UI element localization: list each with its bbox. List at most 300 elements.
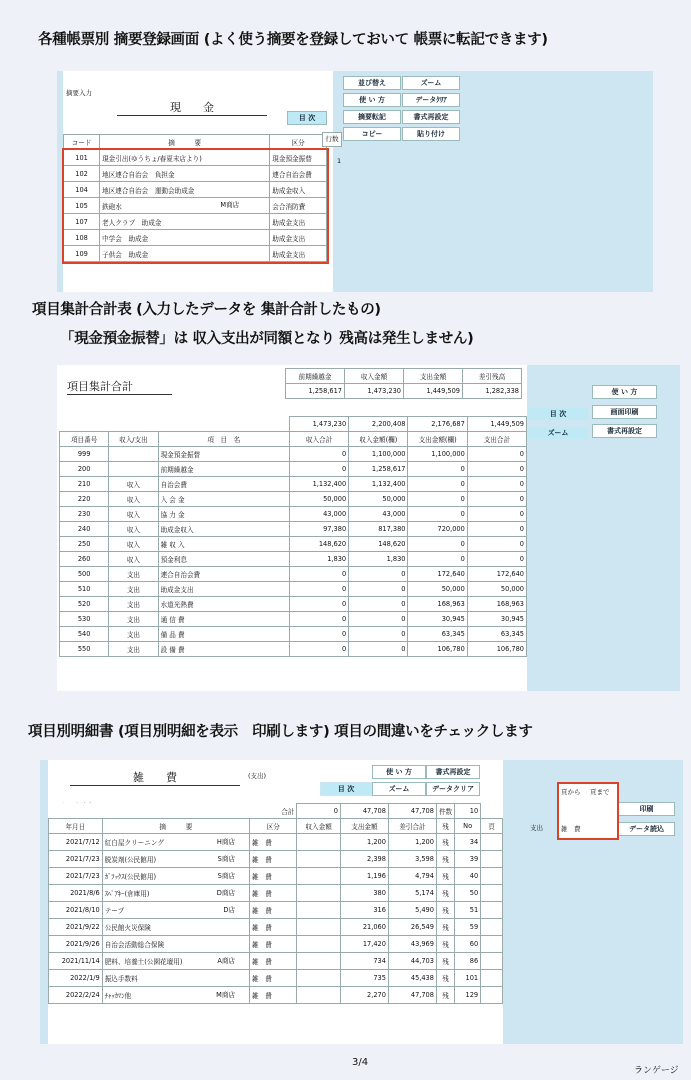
summary-shop: M商店 <box>220 201 240 209</box>
detail-kubun: 雑 費 <box>250 919 297 936</box>
summary-desc: 中学会 助成金 <box>100 230 270 246</box>
detail-mark: 残 <box>436 868 454 885</box>
item-name: 現金預金振替 <box>158 447 289 462</box>
detail-date: 2022/2/24 <box>49 987 103 1004</box>
col-out-total: 支出合計 <box>467 432 526 447</box>
detail-no: 86 <box>455 953 481 970</box>
detail-row <box>49 919 503 936</box>
detail-row <box>49 834 503 851</box>
item-name: 雑 収 入 <box>158 537 289 552</box>
detail-balance: 1,200 <box>388 834 436 851</box>
item-out-total: 0 <box>467 462 526 477</box>
row-count-value: 1 <box>337 157 342 165</box>
col-item-name: 項 目 名 <box>158 432 289 447</box>
page-filter-box[interactable] <box>557 782 619 840</box>
detail-mark: 残 <box>436 970 454 987</box>
detail-income <box>297 902 341 919</box>
item-out-amount: 106,780 <box>408 642 467 657</box>
transfer-summary-button[interactable]: 摘要転記 <box>343 110 401 124</box>
totals-row <box>60 582 527 597</box>
col-detail-desc: 摘 要 <box>102 819 249 834</box>
item-in-amount: 0 <box>349 612 408 627</box>
sheet-title: 現 金 <box>117 99 267 116</box>
detail-expense: 1,200 <box>340 834 388 851</box>
summary-code: 101 <box>64 150 100 166</box>
item-in-amount: 0 <box>349 567 408 582</box>
detail-income <box>297 834 341 851</box>
totals-row <box>60 567 527 582</box>
howto-button[interactable]: 使 い 方 <box>343 93 401 107</box>
summary-desc: 子供会 助成金 <box>100 246 270 262</box>
item-in-total: 0 <box>290 567 349 582</box>
detail-page <box>481 953 503 970</box>
item-name: 備 品 費 <box>158 627 289 642</box>
howto-button-2[interactable]: 使 い 方 <box>592 385 657 399</box>
detail-shop: H商店 <box>216 838 236 846</box>
col-in-total: 収入合計 <box>290 432 349 447</box>
item-no: 550 <box>60 642 109 657</box>
detail-row <box>49 953 503 970</box>
detail-balance: 47,708 <box>388 987 436 1004</box>
detail-title-suffix: (支出) <box>248 772 267 780</box>
item-in-amount: 1,830 <box>349 552 408 567</box>
col-balance: 差引合計 <box>388 819 436 834</box>
item-out-total: 0 <box>467 552 526 567</box>
item-in-amount: 0 <box>349 597 408 612</box>
summary-kubun: 連合自治会費 <box>270 166 327 182</box>
detail-income <box>297 970 341 987</box>
detail-row <box>49 868 503 885</box>
summary-desc: 地区連合自治会 負担金 <box>100 166 270 182</box>
item-no: 999 <box>60 447 109 462</box>
detail-income <box>297 868 341 885</box>
summary-entry-panel <box>57 71 653 292</box>
totals-row <box>60 537 527 552</box>
item-type <box>109 462 158 477</box>
detail-kubun: 雑 費 <box>250 936 297 953</box>
detail-mark: 残 <box>436 851 454 868</box>
detail-row <box>49 885 503 902</box>
col-expense: 支出金額 <box>340 819 388 834</box>
col-in-amount: 収入金額(欄) <box>349 432 408 447</box>
item-out-amount: 30,945 <box>408 612 467 627</box>
detail-balance: 3,598 <box>388 851 436 868</box>
item-in-amount: 1,100,000 <box>349 447 408 462</box>
data-clear-button-3[interactable]: データクリア <box>426 782 480 796</box>
summary-row[interactable] <box>64 230 327 246</box>
item-out-amount: 1,100,000 <box>408 447 467 462</box>
item-out-amount: 63,345 <box>408 627 467 642</box>
detail-income <box>297 885 341 902</box>
totals-row <box>60 552 527 567</box>
item-in-total: 0 <box>290 462 349 477</box>
item-out-amount: 0 <box>408 477 467 492</box>
total-balance: 47,708 <box>388 804 436 819</box>
detail-no: 39 <box>455 851 481 868</box>
summary-kubun: 助成金支出 <box>270 246 327 262</box>
data-clear-button[interactable]: データｸﾘｱ <box>402 93 460 107</box>
item-type: 支出 <box>109 582 158 597</box>
detail-balance: 4,794 <box>388 868 436 885</box>
prev-balance-label: 前期繰越金 <box>286 369 345 384</box>
detail-kubun: 雑 費 <box>250 970 297 987</box>
detail-desc: 紅白屋クリーニング H商店 <box>102 834 249 851</box>
item-no: 220 <box>60 492 109 507</box>
col-type: 収入/支出 <box>109 432 158 447</box>
item-name: 設 備 費 <box>158 642 289 657</box>
detail-expense: 2,398 <box>340 851 388 868</box>
col-code: コード <box>64 135 100 150</box>
col-item-no: 項目番号 <box>60 432 109 447</box>
total-label: 合計 <box>281 807 295 816</box>
item-out-total: 0 <box>467 537 526 552</box>
item-in-total: 1,830 <box>290 552 349 567</box>
detail-balance: 45,438 <box>388 970 436 987</box>
item-in-amount: 817,380 <box>349 522 408 537</box>
detail-page <box>481 834 503 851</box>
item-no: 510 <box>60 582 109 597</box>
detail-no: 60 <box>455 936 481 953</box>
summary-kubun: 会合消防費 <box>270 198 327 214</box>
item-in-total: 0 <box>290 447 349 462</box>
detail-income <box>297 936 341 953</box>
paste-button[interactable]: 貼り付け <box>402 127 460 141</box>
col-income: 収入金額 <box>297 819 341 834</box>
detail-balance: 26,549 <box>388 919 436 936</box>
item-type: 支出 <box>109 627 158 642</box>
summary-row[interactable] <box>64 198 327 214</box>
expense-label: 支出金額 <box>404 369 463 384</box>
detail-page <box>481 885 503 902</box>
howto-button-3[interactable]: 使 い 方 <box>372 765 426 779</box>
item-name: 助成金支出 <box>158 582 289 597</box>
item-name: 通 信 費 <box>158 612 289 627</box>
detail-date: 2021/11/14 <box>49 953 103 970</box>
summary-row[interactable] <box>64 166 327 182</box>
detail-date: 2021/8/6 <box>49 885 103 902</box>
item-out-amount: 0 <box>408 507 467 522</box>
reformat-button[interactable]: 書式再設定 <box>402 110 460 124</box>
detail-balance: 5,174 <box>388 885 436 902</box>
item-type: 収入 <box>109 492 158 507</box>
filter-to-label: 頁まで <box>590 788 610 796</box>
totals-row <box>60 642 527 657</box>
summary-kubun: 現金預金振替 <box>270 150 327 166</box>
balance-label: 差引残高 <box>463 369 522 384</box>
screen-print-button[interactable]: 画面印刷 <box>592 405 657 419</box>
item-name: 自治会費 <box>158 477 289 492</box>
subtotal-in-total: 1,473,230 <box>290 417 349 432</box>
detail-shop: M商店 <box>216 991 236 999</box>
totals-row <box>60 447 527 462</box>
totals-row <box>60 507 527 522</box>
detail-kubun: 雑 費 <box>250 902 297 919</box>
count-label: 件数 <box>436 804 454 819</box>
detail-shop: A商店 <box>217 957 236 965</box>
item-out-total: 30,945 <box>467 612 526 627</box>
summary-desc: 鉄砲水 M商店 <box>100 198 270 214</box>
page-number: 3/4 <box>352 1057 369 1068</box>
item-name: 連合自治会費 <box>158 567 289 582</box>
item-out-total: 0 <box>467 477 526 492</box>
item-no: 260 <box>60 552 109 567</box>
detail-page <box>481 970 503 987</box>
item-in-total: 97,380 <box>290 522 349 537</box>
detail-kubun: 雑 費 <box>250 987 297 1004</box>
item-no: 240 <box>60 522 109 537</box>
totals-row <box>60 612 527 627</box>
item-out-total: 0 <box>467 447 526 462</box>
detail-no: 129 <box>455 987 481 1004</box>
item-no: 200 <box>60 462 109 477</box>
item-out-total: 0 <box>467 522 526 537</box>
detail-shop: D店 <box>223 906 236 914</box>
item-no: 210 <box>60 477 109 492</box>
item-out-total: 172,640 <box>467 567 526 582</box>
summary-code: 109 <box>64 246 100 262</box>
detail-desc: 自治会活動総合保険 <box>102 936 249 953</box>
item-type: 支出 <box>109 567 158 582</box>
detail-row <box>49 851 503 868</box>
item-in-amount: 1,258,617 <box>349 462 408 477</box>
item-in-total: 0 <box>290 627 349 642</box>
col-kubun: 区分 <box>270 135 327 150</box>
detail-page <box>481 868 503 885</box>
detail-date: 2022/1/9 <box>49 970 103 987</box>
detail-desc: 脱炭剤(公民館用) S商店 <box>102 851 249 868</box>
detail-title: 雑 費 <box>70 769 240 786</box>
item-name: 入 会 金 <box>158 492 289 507</box>
summary-row[interactable] <box>64 182 327 198</box>
col-date: 年月日 <box>49 819 103 834</box>
detail-mark: 残 <box>436 936 454 953</box>
item-out-amount: 0 <box>408 462 467 477</box>
reformat-button-3[interactable]: 書式再設定 <box>426 765 480 779</box>
detail-expense: 380 <box>340 885 388 902</box>
summary-row[interactable] <box>64 246 327 262</box>
totals-row <box>60 477 527 492</box>
summary-desc: 地区連合自治会 運動会助成金 <box>100 182 270 198</box>
section3-heading: 項目別明細書 (項目別明細を表示 印刷します) 項目の間違いをチェックします <box>28 724 533 740</box>
detail-expense: 2,270 <box>340 987 388 1004</box>
filter-from-label: 頁から <box>561 788 581 796</box>
detail-desc: 肥料、培養土(公園花壇用) A商店 <box>102 953 249 970</box>
detail-panel <box>40 760 683 1044</box>
detail-page <box>481 919 503 936</box>
item-out-total: 0 <box>467 507 526 522</box>
item-in-total: 0 <box>290 582 349 597</box>
detail-no: 101 <box>455 970 481 987</box>
item-in-amount: 1,132,400 <box>349 477 408 492</box>
detail-row <box>49 970 503 987</box>
item-no: 540 <box>60 627 109 642</box>
detail-kubun: 雑 費 <box>250 851 297 868</box>
item-type: 支出 <box>109 597 158 612</box>
detail-date: 2021/9/26 <box>49 936 103 953</box>
detail-no: 50 <box>455 885 481 902</box>
detail-date: 2021/7/23 <box>49 868 103 885</box>
item-type: 収入 <box>109 522 158 537</box>
prev-balance-value: 1,258,617 <box>286 384 345 399</box>
item-type: 収入 <box>109 507 158 522</box>
detail-no: 40 <box>455 868 481 885</box>
item-name: 協 力 金 <box>158 507 289 522</box>
income-value: 1,473,230 <box>345 384 404 399</box>
detail-mark: 残 <box>436 902 454 919</box>
totals-summary <box>285 368 522 399</box>
detail-mark: 残 <box>436 953 454 970</box>
detail-balance: 43,969 <box>388 936 436 953</box>
item-out-amount: 168,963 <box>408 597 467 612</box>
detail-desc: テープ D店 <box>102 902 249 919</box>
detail-income <box>297 953 341 970</box>
totals-row <box>60 492 527 507</box>
mokuji-button-2[interactable]: 目 次 <box>527 407 589 421</box>
detail-desc: ｶﾞﾌｯｸｽ(公民館用) S商店 <box>102 868 249 885</box>
item-in-total: 1,132,400 <box>290 477 349 492</box>
item-out-total: 106,780 <box>467 642 526 657</box>
totals-row <box>60 627 527 642</box>
summary-code: 108 <box>64 230 100 246</box>
detail-no: 59 <box>455 919 481 936</box>
item-in-amount: 0 <box>349 642 408 657</box>
subtotal-out-amount: 2,176,687 <box>408 417 467 432</box>
detail-kubun: 雑 費 <box>250 953 297 970</box>
item-out-amount: 50,000 <box>408 582 467 597</box>
item-no: 250 <box>60 537 109 552</box>
detail-expense: 21,060 <box>340 919 388 936</box>
detail-page <box>481 987 503 1004</box>
sort-button[interactable]: 並び替え <box>343 76 401 90</box>
totals-table <box>59 416 527 657</box>
detail-expense: 1,196 <box>340 868 388 885</box>
col-desc: 摘 要 <box>100 135 270 150</box>
item-out-total: 168,963 <box>467 597 526 612</box>
summary-kubun: 助成金収入 <box>270 182 327 198</box>
detail-no: 34 <box>455 834 481 851</box>
item-type <box>109 447 158 462</box>
summary-code: 107 <box>64 214 100 230</box>
detail-row <box>49 987 503 1004</box>
subtotal-out-total: 1,449,509 <box>467 417 526 432</box>
copy-button[interactable]: コピー <box>343 127 401 141</box>
item-type: 収入 <box>109 537 158 552</box>
detail-income <box>297 919 341 936</box>
item-in-amount: 43,000 <box>349 507 408 522</box>
zoom-button[interactable]: ズーム <box>402 76 460 90</box>
item-no: 530 <box>60 612 109 627</box>
summary-code: 104 <box>64 182 100 198</box>
summary-row[interactable] <box>64 150 327 166</box>
col-mark: 残 <box>436 819 454 834</box>
item-in-total: 43,000 <box>290 507 349 522</box>
zoom-button-3[interactable]: ズーム <box>372 782 426 796</box>
detail-kubun: 雑 費 <box>250 885 297 902</box>
detail-income <box>297 851 341 868</box>
footer-text: ランゲージ <box>634 1066 679 1076</box>
summary-table <box>63 134 327 262</box>
section2-heading: 項目集計合計表 (入力したデータを 集計合計したもの) <box>32 302 381 318</box>
totals-title: 項目集計合計 <box>67 378 172 395</box>
detail-date: 2021/7/12 <box>49 834 103 851</box>
balance-value: 1,282,338 <box>463 384 522 399</box>
filter-type-label: 支出 <box>530 824 543 832</box>
detail-desc: ｽﾍﾟｱｷｰ(倉庫用) D商店 <box>102 885 249 902</box>
detail-expense: 734 <box>340 953 388 970</box>
detail-mark: 残 <box>436 834 454 851</box>
item-no: 230 <box>60 507 109 522</box>
detail-mark: 残 <box>436 987 454 1004</box>
item-out-amount: 720,000 <box>408 522 467 537</box>
reformat-button-2[interactable]: 書式再設定 <box>592 424 657 438</box>
detail-table <box>48 803 503 1004</box>
detail-balance: 44,703 <box>388 953 436 970</box>
detail-row <box>49 936 503 953</box>
detail-shop: D商店 <box>216 889 236 897</box>
detail-date: 2021/8/10 <box>49 902 103 919</box>
summary-desc: 老人クラブ 助成金 <box>100 214 270 230</box>
total-income: 0 <box>297 804 341 819</box>
item-in-total: 50,000 <box>290 492 349 507</box>
item-type: 支出 <box>109 642 158 657</box>
totals-panel <box>57 365 680 691</box>
detail-row <box>49 902 503 919</box>
filter-item-value: 雑 費 <box>561 825 581 833</box>
summary-desc: 現金引出(ゆうちょ/春夏末店より) <box>100 150 270 166</box>
mokuji-button-3[interactable]: 目 次 <box>320 782 372 796</box>
section1-heading: 各種帳票別 摘要登録画面 (よく使う摘要を登録しておいて 帳票に転記できます) <box>38 32 548 48</box>
item-no: 500 <box>60 567 109 582</box>
item-in-amount: 148,620 <box>349 537 408 552</box>
detail-balance: 5,490 <box>388 902 436 919</box>
col-page: 頁 <box>481 819 503 834</box>
detail-mark: 残 <box>436 919 454 936</box>
income-label: 収入金額 <box>345 369 404 384</box>
item-name: 預金利息 <box>158 552 289 567</box>
subtotal-in-amount: 2,200,408 <box>349 417 408 432</box>
summary-row[interactable] <box>64 214 327 230</box>
mokuji-button[interactable]: 目 次 <box>287 111 327 125</box>
detail-no: 51 <box>455 902 481 919</box>
detail-desc: ﾁｬｯｶﾏﾝ他 M商店 <box>102 987 249 1004</box>
item-in-amount: 50,000 <box>349 492 408 507</box>
total-count: 10 <box>455 804 481 819</box>
item-out-amount: 0 <box>408 537 467 552</box>
totals-row <box>60 597 527 612</box>
item-out-amount: 172,640 <box>408 567 467 582</box>
detail-date: 2021/9/22 <box>49 919 103 936</box>
item-out-total: 63,345 <box>467 627 526 642</box>
summary-code: 102 <box>64 166 100 182</box>
detail-shop: S商店 <box>217 855 236 863</box>
detail-kubun: 雑 費 <box>250 868 297 885</box>
item-no: 520 <box>60 597 109 612</box>
detail-shop: S商店 <box>217 872 236 880</box>
print-button[interactable]: 印刷 <box>618 802 675 816</box>
item-in-amount: 0 <box>349 627 408 642</box>
item-out-amount: 0 <box>408 492 467 507</box>
totals-row <box>60 462 527 477</box>
item-out-amount: 0 <box>408 552 467 567</box>
data-load-button[interactable]: データ読込 <box>618 822 675 836</box>
item-in-total: 148,620 <box>290 537 349 552</box>
summary-kubun: 助成金支出 <box>270 214 327 230</box>
detail-page <box>481 902 503 919</box>
detail-mark: 残 <box>436 885 454 902</box>
total-expense: 47,708 <box>340 804 388 819</box>
detail-kubun: 雑 費 <box>250 834 297 851</box>
zoom-button-2[interactable]: ズーム <box>527 426 589 440</box>
